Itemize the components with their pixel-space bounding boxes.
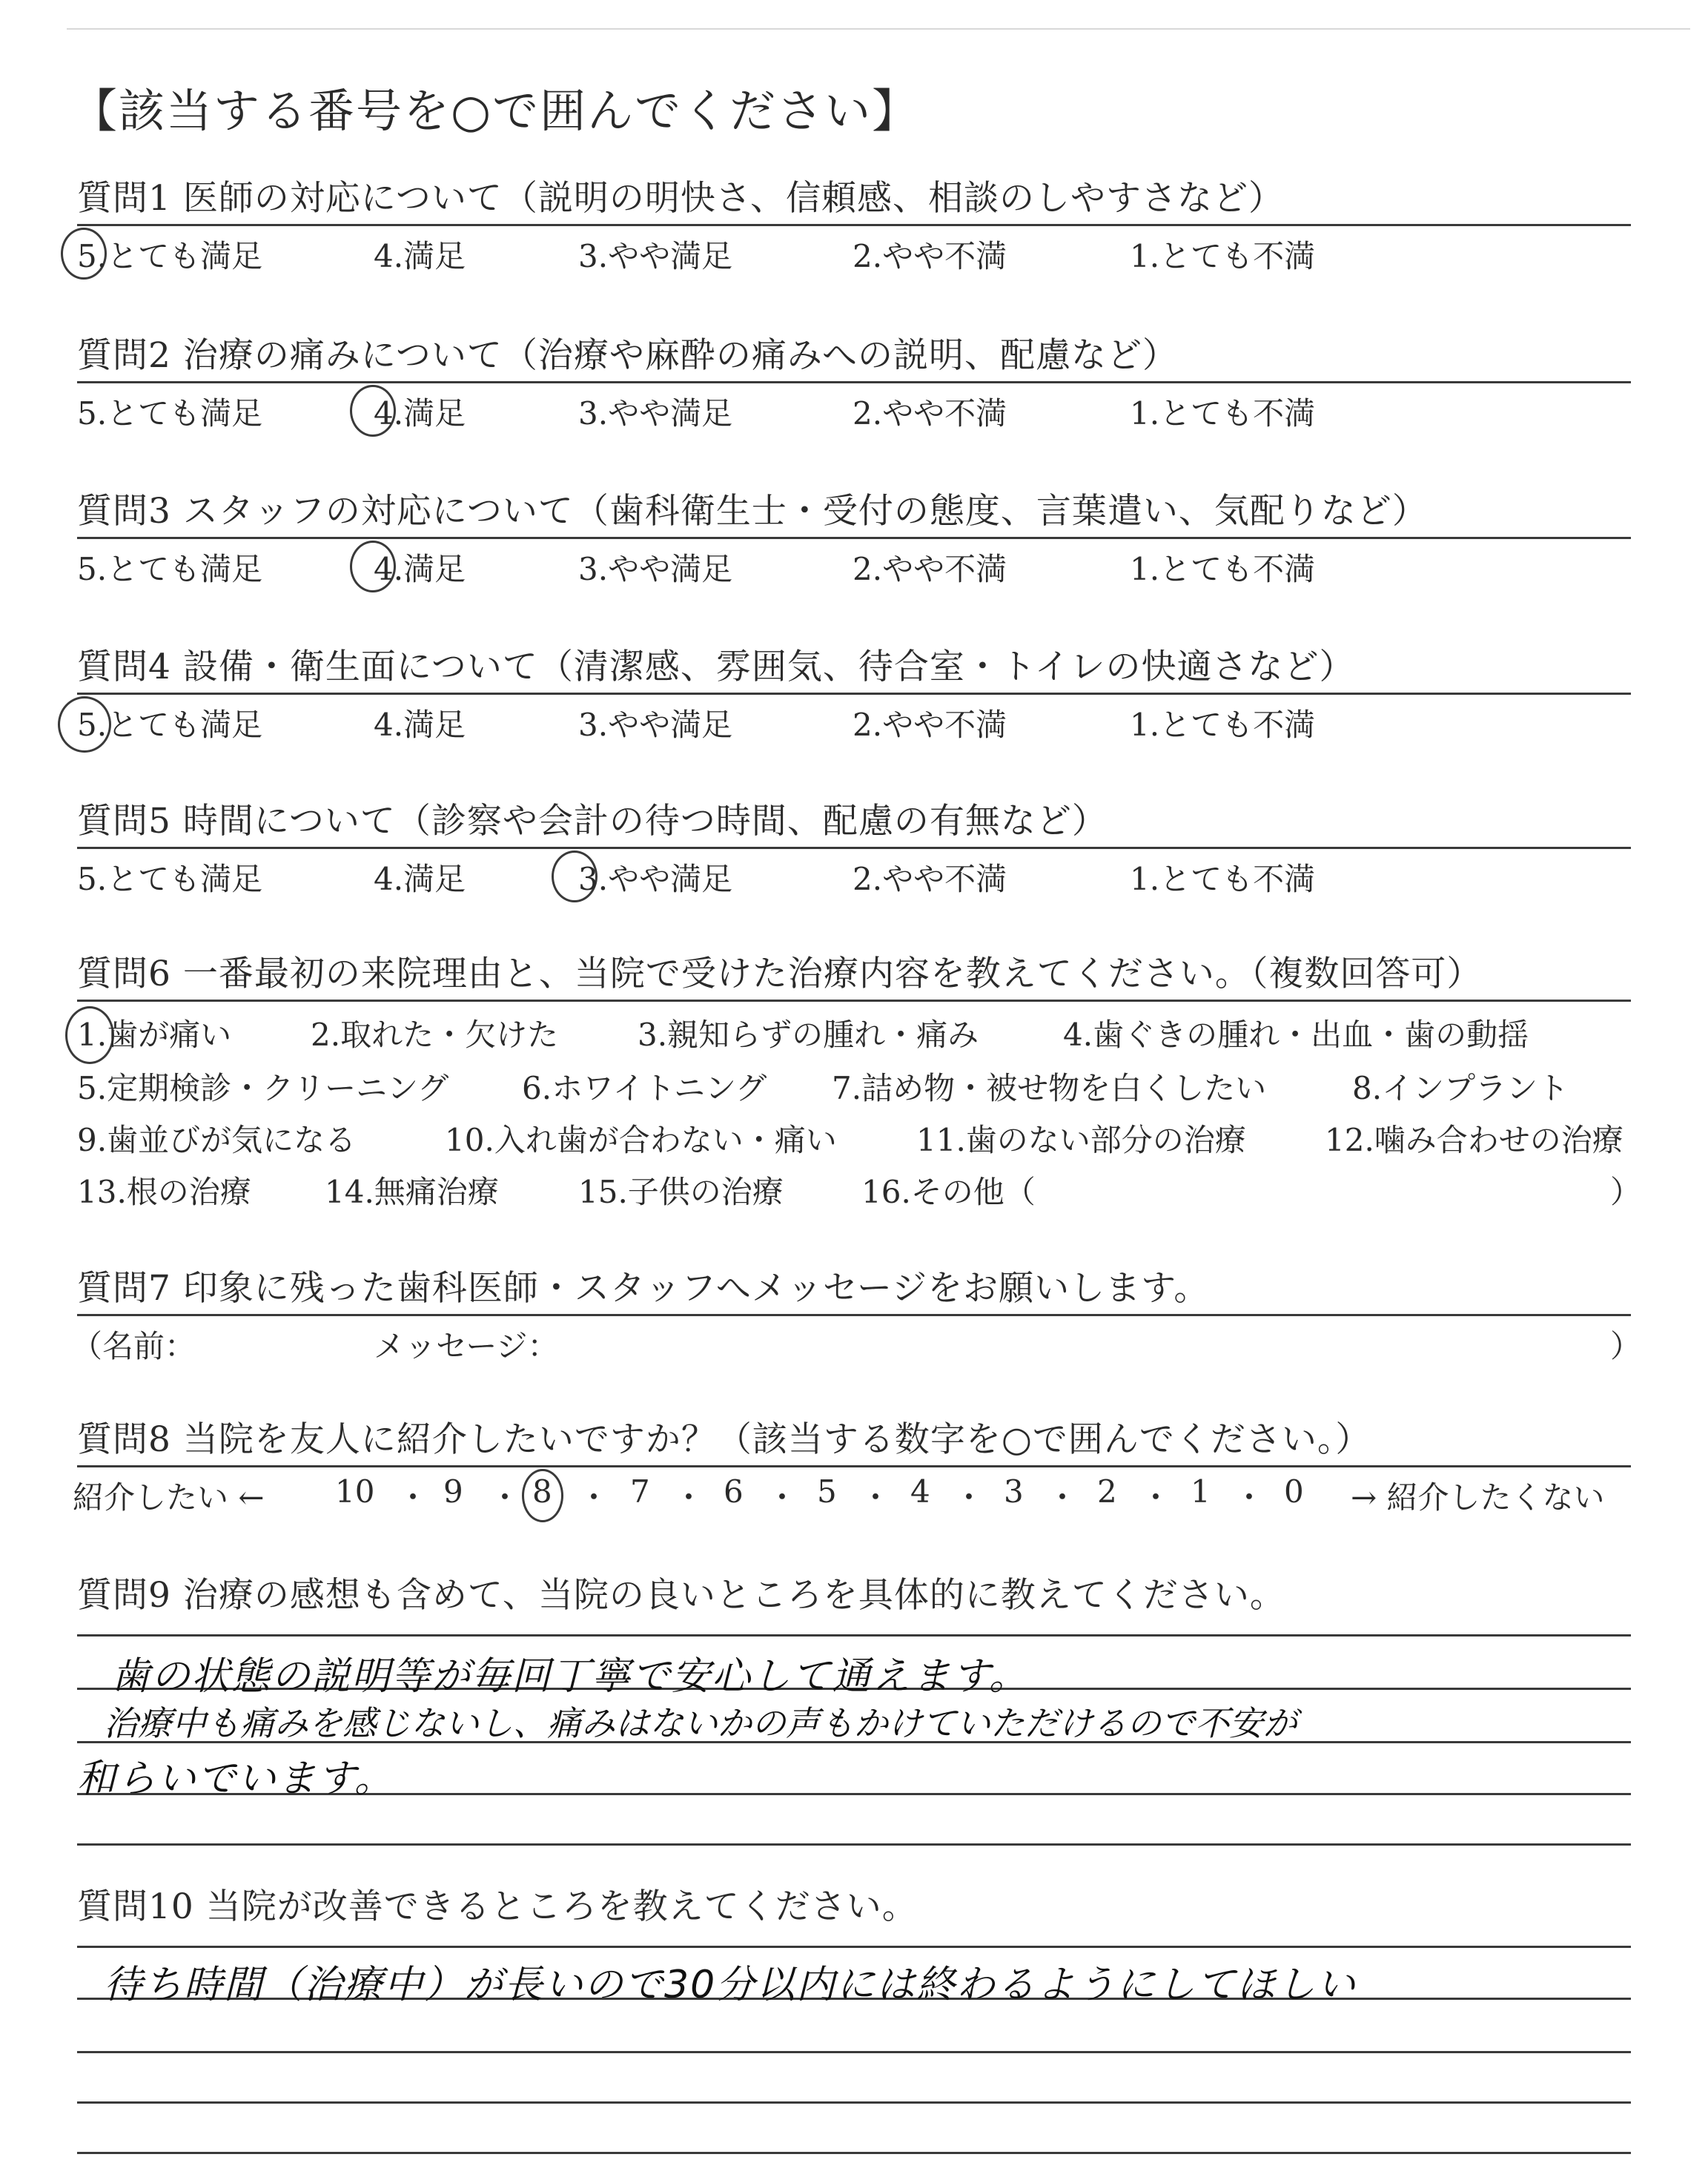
option-1[interactable]: 1.とても不満 bbox=[1130, 551, 1316, 587]
option-2[interactable]: 2.やや不満 bbox=[853, 861, 1007, 897]
scale-2[interactable]: 2 bbox=[1097, 1473, 1117, 1510]
option-1[interactable]: 1.とても不満 bbox=[1130, 707, 1316, 743]
scale-separator: ・ bbox=[489, 1479, 521, 1516]
reason-option[interactable]: 1.歯が痛い bbox=[77, 1017, 232, 1053]
close-paren: ） bbox=[1610, 1174, 1642, 1210]
answer-line bbox=[77, 1946, 1631, 1948]
answer-line bbox=[77, 1634, 1631, 1636]
option-4[interactable]: 4.満足 bbox=[374, 238, 466, 274]
answer-line bbox=[77, 2051, 1631, 2053]
option-3[interactable]: 3.やや満足 bbox=[578, 861, 733, 897]
scale-1[interactable]: 1 bbox=[1191, 1473, 1211, 1510]
question-label: 質問2 治療の痛みについて（治療や麻酔の痛みへの説明、配慮など） bbox=[77, 335, 1178, 376]
question-label: 質問8 当院を友人に紹介したいですか？（該当する数字を○で囲んでください。） bbox=[77, 1419, 1371, 1460]
recommend-scale bbox=[73, 1467, 1634, 1516]
question-6 bbox=[77, 952, 1642, 1217]
reason-options bbox=[77, 1002, 1642, 1217]
handwritten-answer-line: 治療中も痛みを感じないし、痛みはないかの声もかけていただけるので不安が bbox=[104, 1703, 1297, 1743]
question-label: 質問6 一番最初の来院理由と、当院で受けた治療内容を教えてください。（複数回答可） bbox=[77, 954, 1483, 994]
scale-6[interactable]: 6 bbox=[724, 1473, 744, 1510]
question-label: 質問4 設備・衛生面について（清潔感、雰囲気、待合室・トイレの快適さなど） bbox=[77, 647, 1355, 687]
question-label: 質問7 印象に残った歯科医師・スタッフへメッセージをお願いします。 bbox=[77, 1268, 1210, 1309]
question-8 bbox=[73, 1418, 1634, 1516]
option-2[interactable]: 2.やや不満 bbox=[853, 238, 1007, 274]
handwritten-answer-line: 和らいでいます。 bbox=[77, 1757, 394, 1801]
answer-line bbox=[77, 1843, 1631, 1846]
reason-option[interactable]: 10.入れ歯が合わない・痛い bbox=[445, 1122, 837, 1158]
question-5 bbox=[77, 799, 1634, 895]
reason-option[interactable]: 9.歯並びが気になる bbox=[77, 1122, 357, 1158]
scale-separator: ・ bbox=[953, 1479, 985, 1516]
reason-option[interactable]: 4.歯ぐきの腫れ・出血・歯の動揺 bbox=[1063, 1017, 1529, 1053]
option-1[interactable]: 1.とても不満 bbox=[1130, 395, 1316, 432]
question-9 bbox=[77, 1573, 1634, 1618]
question-label: 質問10 当院が改善できるところを教えてください。 bbox=[77, 1886, 918, 1927]
scale-separator: ・ bbox=[673, 1479, 705, 1516]
top-divider bbox=[67, 28, 1690, 30]
rating-options bbox=[77, 849, 1634, 895]
message-row bbox=[71, 1316, 1642, 1364]
scale-0[interactable]: 0 bbox=[1284, 1473, 1304, 1510]
question-label: 質問1 医師の対応について（説明の明快さ、信頼感、相談のしやすさなど） bbox=[77, 178, 1285, 219]
question-2 bbox=[77, 334, 1634, 432]
reason-option[interactable]: 7.詰め物・被せ物を白くしたい bbox=[832, 1070, 1267, 1106]
option-5[interactable]: 5.とても満足 bbox=[77, 551, 263, 587]
reason-option[interactable]: 3.親知らずの腫れ・痛み bbox=[638, 1017, 979, 1053]
option-5[interactable]: 5.とても満足 bbox=[77, 707, 263, 743]
scale-separator: ・ bbox=[860, 1479, 892, 1516]
reason-option[interactable]: 14.無痛治療 bbox=[325, 1174, 499, 1210]
rating-options bbox=[77, 539, 1634, 585]
scale-left-label: 紹介したい ← bbox=[73, 1479, 265, 1516]
option-3[interactable]: 3.やや満足 bbox=[578, 238, 733, 274]
option-5[interactable]: 5.とても満足 bbox=[77, 238, 263, 274]
close-paren: ） bbox=[1610, 1328, 1642, 1364]
option-5[interactable]: 5.とても満足 bbox=[77, 395, 263, 432]
answer-line bbox=[77, 2101, 1631, 2104]
option-4[interactable]: 4.満足 bbox=[374, 551, 466, 587]
scale-4[interactable]: 4 bbox=[910, 1473, 930, 1510]
question-10 bbox=[77, 1885, 1634, 1929]
scale-10[interactable]: 10 bbox=[335, 1473, 375, 1510]
handwritten-answer-line: 歯の状態の説明等が毎回丁寧で安心して通えます。 bbox=[111, 1654, 1029, 1699]
reason-option[interactable]: 12.噛み合わせの治療 bbox=[1325, 1122, 1623, 1158]
option-3[interactable]: 3.やや満足 bbox=[578, 707, 733, 743]
option-2[interactable]: 2.やや不満 bbox=[853, 395, 1007, 432]
option-5[interactable]: 5.とても満足 bbox=[77, 861, 263, 897]
scale-3[interactable]: 3 bbox=[1004, 1473, 1024, 1510]
scale-9[interactable]: 9 bbox=[443, 1473, 463, 1510]
reason-option[interactable]: 2.取れた・欠けた bbox=[311, 1017, 559, 1053]
question-7 bbox=[71, 1266, 1642, 1364]
scale-8[interactable]: 8 bbox=[532, 1473, 552, 1510]
handwritten-answer-line: 待ち時間（治療中）が長いので30分以内には終わるようにしてほしい bbox=[104, 1963, 1357, 2007]
reason-option[interactable]: 16.その他（ bbox=[861, 1174, 1036, 1210]
option-2[interactable]: 2.やや不満 bbox=[853, 551, 1007, 587]
question-3 bbox=[77, 489, 1634, 585]
scale-separator: ・ bbox=[397, 1479, 429, 1516]
reason-option[interactable]: 13.根の治療 bbox=[77, 1174, 251, 1210]
name-field-label[interactable]: （名前： bbox=[71, 1328, 196, 1364]
option-4[interactable]: 4.満足 bbox=[374, 861, 466, 897]
scale-5[interactable]: 5 bbox=[817, 1473, 837, 1510]
question-label: 質問9 治療の感想も含めて、当院の良いところを具体的に教えてください。 bbox=[77, 1575, 1285, 1616]
reason-option[interactable]: 8.インプラント bbox=[1352, 1070, 1569, 1106]
reason-option[interactable]: 11.歯のない部分の治療 bbox=[916, 1122, 1246, 1158]
option-1[interactable]: 1.とても不満 bbox=[1130, 861, 1316, 897]
option-2[interactable]: 2.やや不満 bbox=[853, 707, 1007, 743]
page-title: 【該当する番号を○で囲んでください】 bbox=[71, 84, 920, 138]
option-1[interactable]: 1.とても不満 bbox=[1130, 238, 1316, 274]
scale-right-label: → 紹介したくない bbox=[1351, 1479, 1605, 1516]
question-label: 質問3 スタッフの対応について（歯科衛生士・受付の態度、言葉遣い、気配りなど） bbox=[77, 491, 1428, 532]
question-1 bbox=[77, 176, 1634, 272]
reason-option[interactable]: 5.定期検診・クリーニング bbox=[77, 1070, 449, 1106]
scale-separator: ・ bbox=[767, 1479, 798, 1516]
rating-options bbox=[77, 226, 1634, 272]
question-4 bbox=[77, 645, 1634, 741]
answer-line bbox=[77, 2152, 1631, 2154]
option-3[interactable]: 3.やや満足 bbox=[578, 395, 733, 432]
rating-options bbox=[77, 383, 1634, 432]
option-4[interactable]: 4.満足 bbox=[374, 707, 466, 743]
scale-separator: ・ bbox=[1047, 1479, 1079, 1516]
option-3[interactable]: 3.やや満足 bbox=[578, 551, 733, 587]
reason-option[interactable]: 6.ホワイトニング bbox=[522, 1070, 767, 1106]
question-label: 質問5 時間について（診察や会計の待つ時間、配慮の有無など） bbox=[77, 801, 1108, 842]
scale-separator: ・ bbox=[578, 1479, 610, 1516]
scale-separator: ・ bbox=[1140, 1479, 1172, 1516]
scale-7[interactable]: 7 bbox=[630, 1473, 650, 1510]
scale-separator: ・ bbox=[1234, 1479, 1265, 1516]
reason-option[interactable]: 15.子供の治療 bbox=[578, 1174, 784, 1210]
rating-options bbox=[77, 695, 1634, 741]
message-field-label[interactable]: メッセージ： bbox=[374, 1328, 559, 1364]
option-4[interactable]: 4.満足 bbox=[374, 395, 466, 432]
